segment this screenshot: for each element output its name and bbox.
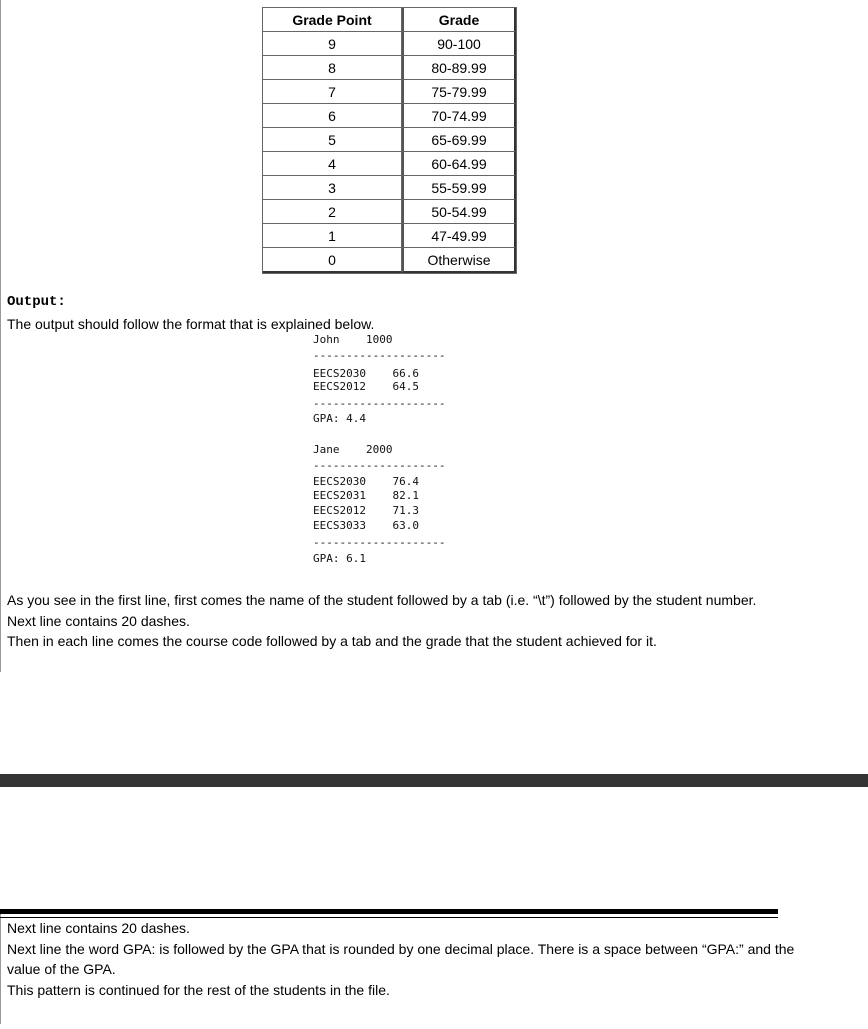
explanation-line: Then in each line comes the course code followed by a tab and the grade that the student achieved for it.	[7, 633, 657, 649]
table-row	[263, 80, 516, 104]
output-heading: Output:	[7, 294, 66, 310]
grade-range-cell: Otherwise	[402, 248, 516, 273]
grade-table	[262, 7, 517, 274]
course-code: EECS2030	[313, 475, 366, 488]
course-line	[313, 489, 419, 502]
explanation-block	[7, 590, 797, 652]
dash-line: --------------------	[313, 536, 446, 549]
grade-point-cell: 0	[263, 248, 402, 273]
table-header-row	[263, 8, 516, 32]
grade-point-cell: 7	[263, 80, 402, 104]
header-grade-point: Grade Point	[263, 8, 402, 32]
grade-point-cell: 6	[263, 104, 402, 128]
student-name: Jane	[313, 443, 340, 456]
course-code: EECS2012	[313, 504, 366, 517]
student-header	[313, 443, 393, 456]
continuation-block	[7, 918, 797, 1000]
continuation-line: Next line contains 20 dashes.	[7, 920, 190, 936]
gpa-line: GPA: 4.4	[313, 412, 366, 425]
course-grade: 63.0	[392, 519, 419, 532]
grade-range-cell: 70-74.99	[402, 104, 516, 128]
grade-point-cell: 3	[263, 176, 402, 200]
course-code: EECS2030	[313, 367, 366, 380]
grade-range-cell: 50-54.99	[402, 200, 516, 224]
table-row	[263, 104, 516, 128]
grade-range-cell: 65-69.99	[402, 128, 516, 152]
table-row	[263, 152, 516, 176]
table-row	[263, 176, 516, 200]
explanation-line: As you see in the first line, first comes the name of the student followed by a tab (i.e. “\t”) followed by the student number.	[7, 592, 757, 608]
grade-point-cell: 5	[263, 128, 402, 152]
course-grade: 71.3	[392, 504, 419, 517]
student-name: John	[313, 333, 340, 346]
grade-point-cell: 4	[263, 152, 402, 176]
course-grade: 82.1	[392, 489, 419, 502]
grade-point-cell: 1	[263, 224, 402, 248]
grade-point-cell: 8	[263, 56, 402, 80]
grade-range-cell: 75-79.99	[402, 80, 516, 104]
course-code: EECS2031	[313, 489, 366, 502]
dash-line: --------------------	[313, 397, 446, 410]
continuation-line: This pattern is continued for the rest of the students in the file.	[7, 981, 390, 998]
grade-range-cell: 80-89.99	[402, 56, 516, 80]
header-grade: Grade	[402, 8, 516, 32]
course-line	[313, 475, 419, 488]
course-code: EECS3033	[313, 519, 366, 532]
table-row	[263, 224, 516, 248]
course-line	[313, 504, 419, 517]
gpa-line: GPA: 6.1	[313, 552, 366, 565]
section-divider	[0, 774, 868, 787]
course-code: EECS2012	[313, 380, 366, 393]
course-line	[313, 519, 419, 532]
course-grade: 66.6	[392, 367, 419, 380]
course-line	[313, 380, 419, 393]
table-row	[263, 248, 516, 273]
grade-range-cell: 47-49.99	[402, 224, 516, 248]
course-grade: 64.5	[392, 380, 419, 393]
dash-line: --------------------	[313, 349, 446, 362]
format-intro: The output should follow the format that is explained below.	[7, 316, 375, 332]
course-grade: 76.4	[392, 475, 419, 488]
continuation-line: Next line the word GPA: is followed by the GPA that is rounded by one decimal place. There is a space between “GPA:” and the value of the GPA.	[7, 940, 795, 977]
student-header	[313, 333, 393, 346]
course-line	[313, 367, 419, 380]
explanation-line: Next line contains 20 dashes.	[7, 612, 190, 629]
table-row	[263, 200, 516, 224]
table-row	[263, 32, 516, 56]
table-row	[263, 128, 516, 152]
grade-range-cell: 90-100	[402, 32, 516, 56]
grade-point-cell: 2	[263, 200, 402, 224]
student-number: 2000	[366, 443, 393, 456]
left-border	[0, 0, 1, 672]
dash-line: --------------------	[313, 459, 446, 472]
grade-range-cell: 55-59.99	[402, 176, 516, 200]
student-number: 1000	[366, 333, 393, 346]
table-row	[263, 56, 516, 80]
grade-point-cell: 9	[263, 32, 402, 56]
grade-range-cell: 60-64.99	[402, 152, 516, 176]
